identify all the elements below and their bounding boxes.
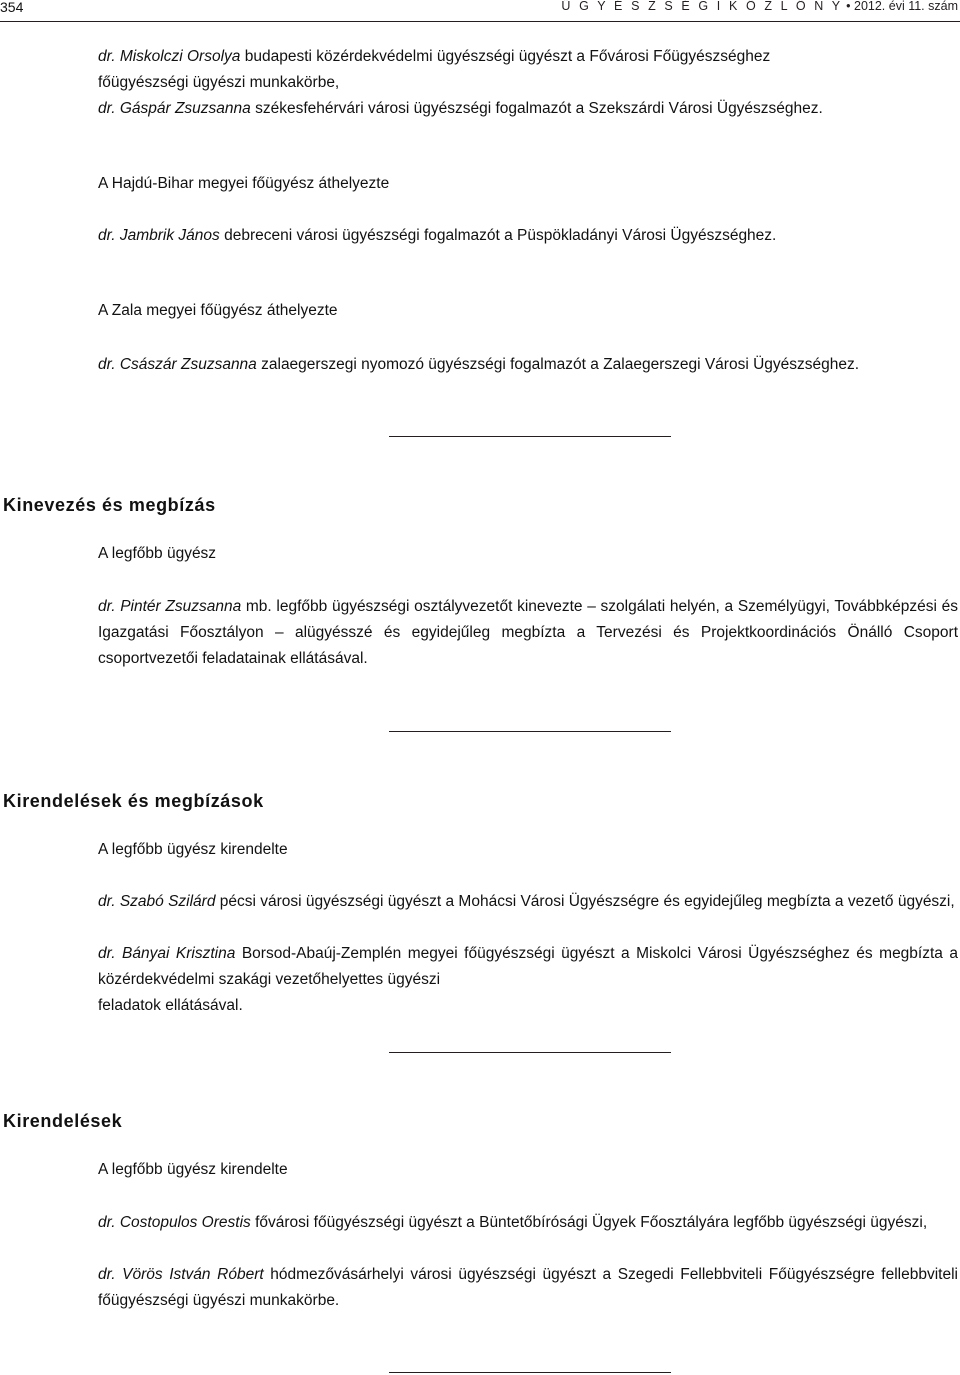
issuer-line-zala: A Zala megyei főügyész áthelyezte [98, 302, 338, 319]
person-name: Vörös István Róbert [122, 1266, 264, 1283]
issuer-line-legfobb-kirendelte: A legfőbb ügyész kirendelte [98, 1161, 288, 1178]
entry-prefix: dr. [98, 1214, 116, 1231]
running-head [561, 0, 958, 13]
person-name: Jambrik János [119, 227, 220, 244]
secondment-entry-banyai [98, 941, 958, 1019]
transfer-entry-miskolczi [98, 44, 958, 96]
issuer-line-hajdu-bihar: A Hajdú-Bihar megyei főügyész áthelyezte [98, 175, 390, 192]
entry-text: fővárosi főügyészségi ügyészt a Büntetőbírósági Ügyek Főosztályára legfőbb ügyészségi ügyészi, [255, 1214, 928, 1231]
header-rule [0, 21, 960, 22]
person-name: Bányai Krisztina [122, 945, 236, 962]
section-divider [389, 731, 671, 732]
secondment-entry-szabo [98, 889, 958, 915]
person-name: Miskolczi Orsolya [119, 48, 241, 65]
entry-text: Borsod-Abaúj-Zemplén megyei főügyészségi ügyészt a Miskolci Városi Ügyészséghez és megbízta a közérdekvédelmi szakági vezetőhelyettes ügyészi [98, 945, 959, 988]
section-title-kirendelesek-es-megbizasok: Kirendelések és megbízások [3, 791, 264, 811]
entry-text: zalaegerszegi nyomozó ügyészségi fogalmazót a Zalaegerszegi Városi Ügyészséghez. [261, 356, 860, 373]
transfer-entry-csaszar [98, 352, 958, 378]
entry-text: pécsi városi ügyészségi ügyészt a Mohácsi Városi Ügyészségre és egyidejűleg megbízta a vezető ügyészi, [219, 893, 955, 910]
entry-text: hódmezővásárhelyi városi ügyészségi ügyészt a Szegedi Fellebbviteli Főügyészségre fellebbviteli főügyészségi ügyészi munkakörbe. [98, 1266, 958, 1309]
section-title-kinevezes: Kinevezés és megbízás [3, 495, 216, 515]
transfer-entry-gaspar [98, 96, 958, 122]
entry-prefix: dr. [98, 227, 116, 244]
journal-title: Ü G Y É S Z S É G I K Ö Z L Ö N Y [561, 0, 843, 13]
page-number: 354 [0, 0, 24, 15]
entry-prefix: dr. [98, 893, 116, 910]
page-header [0, 0, 960, 22]
secondment-entry-voros [98, 1262, 958, 1314]
issue-number: 2012. évi 11. szám [854, 0, 958, 13]
section-divider [389, 1372, 671, 1373]
section-divider [389, 436, 671, 437]
entry-prefix: dr. [98, 100, 116, 117]
entry-prefix: dr. [98, 48, 116, 65]
transfer-entry-jambrik [98, 223, 958, 249]
person-name: Császár Zsuzsanna [119, 356, 257, 373]
header-bullet: • [846, 0, 851, 13]
secondment-entry-costopulos [98, 1210, 958, 1236]
person-name: Gáspár Zsuzsanna [119, 100, 251, 117]
issuer-line-legfobb: A legfőbb ügyész [98, 545, 217, 562]
entry-text-continued: feladatok ellátásával. [98, 997, 243, 1014]
entry-prefix: dr. [98, 356, 116, 373]
entry-text: budapesti közérdekvédelmi ügyészségi ügyészt a Fővárosi Főügyészséghez [244, 48, 771, 65]
section-divider [389, 1052, 671, 1053]
entry-prefix: dr. [98, 1266, 116, 1283]
entry-prefix: dr. [98, 598, 116, 615]
appointment-entry-pinter [98, 594, 958, 672]
person-name: Pintér Zsuzsanna [120, 598, 242, 615]
person-name: Costopulos Orestis [119, 1214, 251, 1231]
entry-text: székesfehérvári városi ügyészségi fogalmazót a Szekszárdi Városi Ügyészséghez. [255, 100, 823, 117]
entry-text: mb. legfőbb ügyészségi osztályvezetőt kinevezte – szolgálati helyén, a Személyügyi, Továbbképzési és Igazgatási Főosztályon – alügyésszé és egyidejűleg megbízta a Tervezési és Projektkoordinációs Önálló Csoport csoportvezetői feladatainak ellátásával. [98, 598, 958, 667]
entry-prefix: dr. [98, 945, 116, 962]
section-title-kirendelesek: Kirendelések [3, 1111, 123, 1131]
entry-text-continued: főügyészségi ügyészi munkakörbe, [98, 74, 340, 91]
entry-text: debreceni városi ügyészségi fogalmazót a Püspökladányi Városi Ügyészséghez. [224, 227, 777, 244]
person-name: Szabó Szilárd [119, 893, 216, 910]
issuer-line-legfobb-kirendelte: A legfőbb ügyész kirendelte [98, 841, 288, 858]
